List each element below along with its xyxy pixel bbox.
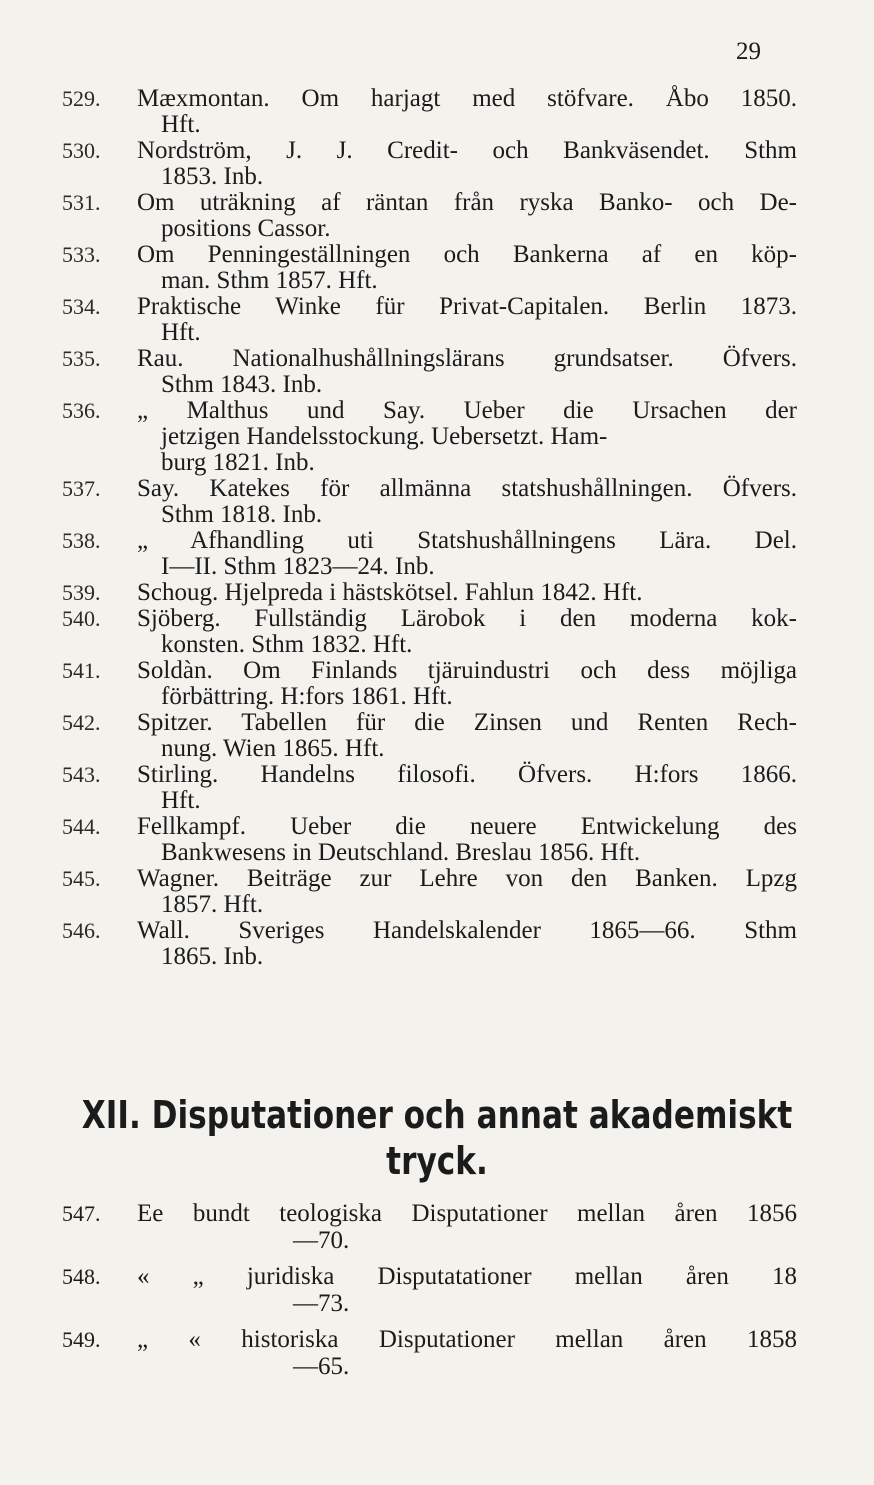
section-number: XII. xyxy=(81,1093,141,1137)
entry-number: 534. xyxy=(62,294,101,319)
entry-line2: man. Sthm 1857. Hft. xyxy=(161,267,378,294)
entry-number: 538. xyxy=(62,528,101,553)
entry-text xyxy=(137,1263,797,1317)
entry-number: 530. xyxy=(62,138,101,163)
entry-text xyxy=(137,606,797,658)
entry-line2: jetzigen Handelsstockung. Uebersetzt. Ham- xyxy=(161,423,608,450)
entry-530 xyxy=(0,138,874,190)
entry-line1: Nordström, J. J. Credit- och Bankväsendet. Sthm xyxy=(137,137,797,164)
entry-text xyxy=(137,528,797,580)
entry-line1: Om uträkning af räntan från ryska Banko- och De- xyxy=(137,189,797,216)
entry-542 xyxy=(0,710,874,762)
entry-line2: —70. xyxy=(293,1227,350,1254)
entry-number: 529. xyxy=(62,86,101,111)
entry-number: 544. xyxy=(62,814,101,839)
entry-line2: nung. Wien 1865. Hft. xyxy=(161,735,385,762)
entry-text xyxy=(137,1200,797,1254)
entry-text xyxy=(137,190,797,242)
entry-line1: Schoug. Hjelpreda i hästskötsel. Fahlun 1842. Hft. xyxy=(137,579,643,606)
entry-line1: Om Penningeställningen och Bankerna af en köp- xyxy=(137,241,797,268)
entry-number: 540. xyxy=(62,606,101,631)
entry-text xyxy=(137,86,797,138)
entry-539 xyxy=(0,580,874,606)
entry-line2: Sthm 1843. Inb. xyxy=(161,371,323,398)
entry-text xyxy=(137,658,797,710)
entry-line1: Spitzer. Tabellen für die Zinsen und Renten Rech- xyxy=(137,709,797,736)
entry-number: 546. xyxy=(62,918,101,943)
entry-line2: positions Cassor. xyxy=(161,215,331,242)
entry-line1: Ee bundt teologiska Disputationer mellan åren 1856 xyxy=(137,1200,797,1227)
entry-text xyxy=(137,710,797,762)
entry-text xyxy=(137,346,797,398)
entry-line1: „ Afhandling uti Statshushållningens Lära. Del. xyxy=(137,527,797,554)
entry-531 xyxy=(0,190,874,242)
entry-text xyxy=(137,398,797,476)
entry-538 xyxy=(0,528,874,580)
entry-number: 531. xyxy=(62,190,101,215)
entry-line3: burg 1821. Inb. xyxy=(161,449,315,476)
entry-line1: « „ juridiska Disputatationer mellan åren 18 xyxy=(137,1263,797,1290)
entry-line2: Hft. xyxy=(161,111,201,138)
entry-number: 549. xyxy=(62,1327,101,1352)
entry-line2: Hft. xyxy=(161,787,201,814)
entry-537 xyxy=(0,476,874,528)
entry-line2: Sthm 1818. Inb. xyxy=(161,501,323,528)
entry-number: 547. xyxy=(62,1201,101,1226)
section-heading xyxy=(79,1092,796,1184)
entry-533 xyxy=(0,242,874,294)
entry-text xyxy=(137,918,797,970)
entry-number: 548. xyxy=(62,1264,101,1289)
entry-text xyxy=(137,242,797,294)
entry-line1: Praktische Winke für Privat-Capitalen. Berlin 1873. xyxy=(137,293,797,320)
section-title-line1: Disputationer och annat akademiskt xyxy=(151,1093,793,1137)
entry-536 xyxy=(0,398,874,476)
entry-541 xyxy=(0,658,874,710)
entry-line1: Stirling. Handelns filosofi. Öfvers. H:fors 1866. xyxy=(137,761,797,788)
entry-540 xyxy=(0,606,874,658)
entry-line2: I—II. Sthm 1823—24. Inb. xyxy=(161,553,435,580)
entry-text xyxy=(137,866,797,918)
entry-line1: Soldàn. Om Finlands tjäruindustri och dess möjliga xyxy=(137,657,797,684)
entry-line2: förbättring. H:fors 1861. Hft. xyxy=(161,683,453,710)
entry-line2: 1853. Inb. xyxy=(161,163,264,190)
entry-529 xyxy=(0,86,874,138)
entry-547 xyxy=(0,1200,874,1254)
entry-544 xyxy=(0,814,874,866)
entry-number: 539. xyxy=(62,580,101,605)
entry-line1: Rau. Nationalhushållningslärans grundsatser. Öfvers. xyxy=(137,345,797,372)
section-title-line2: tryck. xyxy=(386,1139,488,1183)
entry-line1: Fellkampf. Ueber die neuere Entwickelung des xyxy=(137,813,797,840)
entry-text xyxy=(137,814,797,866)
entry-548 xyxy=(0,1263,874,1317)
entry-number: 542. xyxy=(62,710,101,735)
entry-text xyxy=(137,294,797,346)
entry-number: 535. xyxy=(62,346,101,371)
entry-number: 537. xyxy=(62,476,101,501)
entry-line2: Bankwesens in Deutschland. Breslau 1856. Hft. xyxy=(161,839,641,866)
entry-line1: „ Malthus und Say. Ueber die Ursachen der xyxy=(137,397,797,424)
entry-number: 536. xyxy=(62,398,101,423)
entry-number: 533. xyxy=(62,242,101,267)
entry-line1: Say. Katekes för allmänna statshushållningen. Öfvers. xyxy=(137,475,797,502)
disputation-list xyxy=(0,1200,874,1389)
entry-545 xyxy=(0,866,874,918)
entry-text xyxy=(137,476,797,528)
entry-line2: —65. xyxy=(293,1353,350,1380)
entry-543 xyxy=(0,762,874,814)
entry-line1: Sjöberg. Fullständig Lärobok i den moderna kok- xyxy=(137,605,797,632)
entry-text xyxy=(137,1326,797,1380)
bibliography-list xyxy=(0,86,874,970)
entry-line1: Wagner. Beiträge zur Lehre von den Banken. Lpzg xyxy=(137,865,797,892)
entry-line1: Mæxmontan. Om harjagt med stöfvare. Åbo 1850. xyxy=(137,85,797,112)
entry-line1: Wall. Sveriges Handelskalender 1865—66. Sthm xyxy=(137,917,797,944)
entry-546 xyxy=(0,918,874,970)
entry-line2: 1857. Hft. xyxy=(161,891,264,918)
entry-text xyxy=(137,580,797,606)
entry-line2: konsten. Sthm 1832. Hft. xyxy=(161,631,413,658)
entry-line1: „ « historiska Disputationer mellan åren 1858 xyxy=(137,1326,797,1353)
entry-number: 545. xyxy=(62,866,101,891)
entry-text xyxy=(137,138,797,190)
entry-line2: Hft. xyxy=(161,319,201,346)
entry-line2: —73. xyxy=(293,1290,350,1317)
entry-text xyxy=(137,762,797,814)
entry-534 xyxy=(0,294,874,346)
page-number: 29 xyxy=(736,38,761,65)
entry-number: 543. xyxy=(62,762,101,787)
entry-549 xyxy=(0,1326,874,1380)
entry-line2: 1865. Inb. xyxy=(161,943,264,970)
entry-535 xyxy=(0,346,874,398)
entry-number: 541. xyxy=(62,658,101,683)
